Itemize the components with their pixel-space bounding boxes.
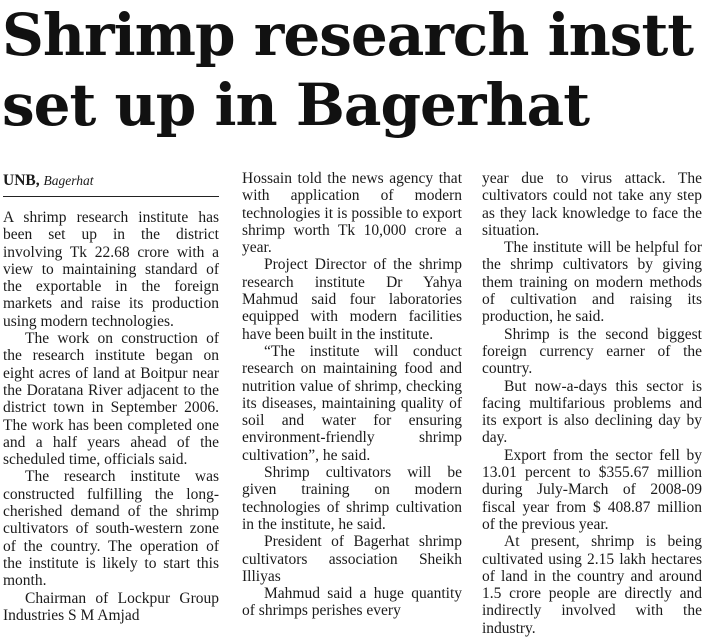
paragraph: Shrimp is the second biggest foreign currency earner of the country. (482, 325, 702, 378)
paragraph: The institute will be helpful for the shrimp cultivators by giving them training on modern methods of cultivation and raising its production, he said. (482, 239, 702, 326)
headline (2, 0, 693, 140)
headline-line-2: set up in Bagerhat (2, 71, 590, 139)
paragraph: Export from the sector fell by 13.01 percent to $355.67 million during July-March of 2008-09 fiscal year from $ 408.87 million of the previous year. (482, 446, 702, 533)
paragraph: The work on construction of the research institute began on eight acres of land at Boitpur near the Doratana River adjacent to the district town in September 2006. The work has been completed one and a half years ahead of the scheduled time, officials said. (3, 330, 219, 469)
byline (3, 170, 219, 197)
paragraph: Shrimp cultivators will be given training on modern technologies of shrimp cultivation in the institute, he said. (242, 464, 462, 533)
paragraph: Chairman of Lockpur Group Industries S M Amjad (3, 589, 219, 624)
paragraph: A shrimp research institute has been set up in the district involving Tk 22.68 crore with a view to maintaining standard of the exportable in the foreign markets and raise its production using modern technologies. (3, 209, 219, 330)
paragraph: The research institute was constructed fulfilling the long-cherished demand of the shrimp cultivators of south-western zone of the country. The operation of the institute is likely to start this month. (3, 468, 219, 590)
paragraph: Hossain told the news agency that with application of modern technologies it is possible to export shrimp worth Tk 10,000 crore a year. (242, 170, 462, 257)
headline-line-1: Shrimp research instt (2, 1, 694, 69)
paragraph: At present, shrimp is being cultivated using 2.15 lakh hectares of land in the country and around 1.5 crore people are directly and indirectly involved with the industry. (482, 533, 702, 637)
article-column-1 (3, 170, 219, 624)
paragraph: Mahmud said a huge quantity of shrimps perishes every (242, 585, 462, 620)
paragraph: President of Bagerhat shrimp cultivators association Sheikh Illiyas (242, 533, 462, 585)
paragraph: But now-a-days this sector is facing multifarious problems and its export is also declining day by day. (482, 377, 702, 447)
byline-agency: UNB, (3, 172, 40, 189)
paragraph: Project Director of the shrimp research institute Dr Yahya Mahmud said four laboratories equipped with modern facilities have been built in the institute. (242, 256, 462, 343)
byline-place: Bagerhat (43, 173, 94, 188)
article-column-2 (242, 170, 462, 620)
paragraph: year due to virus attack. The cultivators could not take any step as they lack knowledge to face the situation. (482, 170, 702, 239)
paragraph: “The institute will conduct research on maintaining food and nutrition value of shrimp, checking its diseases, maintaining quality of soil and water for ensuring environment-friendly shrimp cultivation”, he said. (242, 342, 462, 464)
article-column-3 (482, 170, 702, 637)
